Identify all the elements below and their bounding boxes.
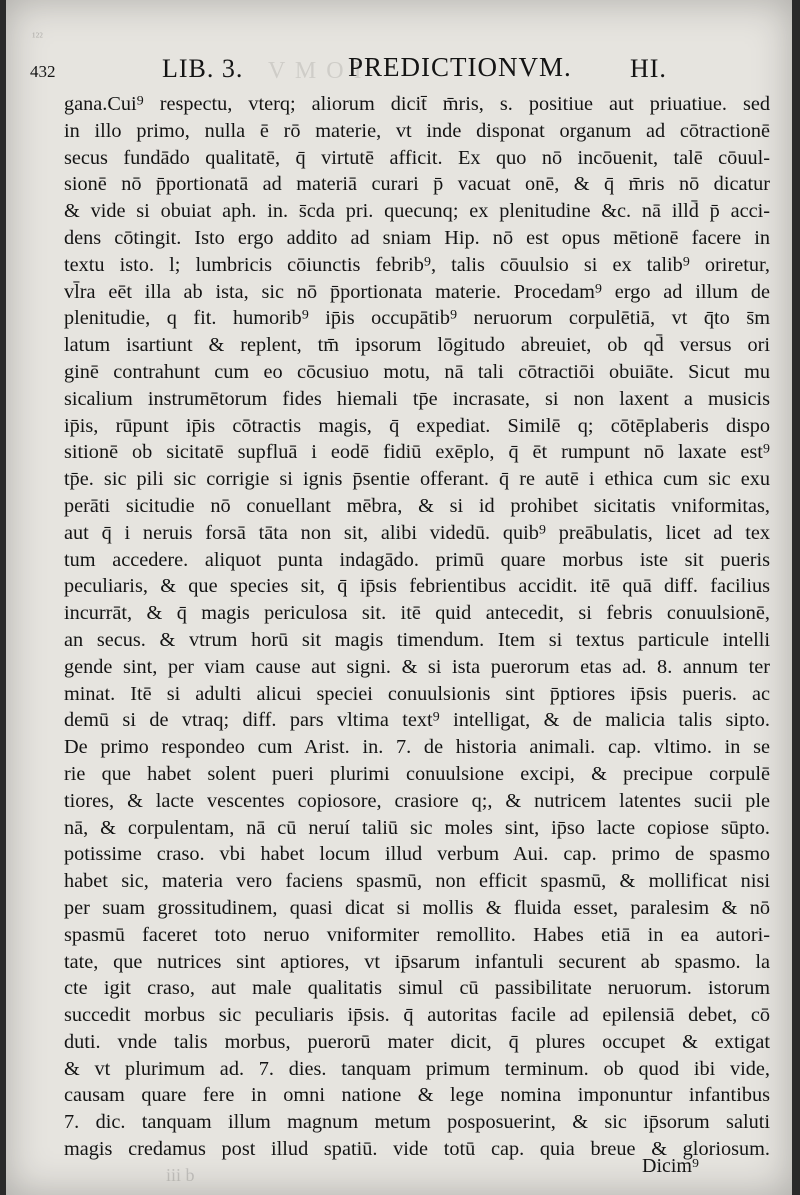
text-line: latum isartiunt & replent, tm̄ ipsorum lōgitudo abreuiet, ob qd̄ versus ori <box>64 334 770 357</box>
text-line: tp̄e. sic pili sic corrigie si ignis p̄sentie offerant. q̄ re autē i ethica cum sic exu <box>64 468 770 491</box>
text-line: ginē contrahunt cum eo cōcusiuo motu, nā tali cōtractiōi obuiāte. Sicut mu <box>64 360 770 383</box>
book-page <box>6 0 792 1195</box>
text-line: sionē nō p̄portionatā ad materiā curari p̄ vacuat onē, & q̄ m̄ris nō dicatur <box>64 173 770 196</box>
text-line: plenitudie, q fit. humorib⁹ ip̄is occupātib⁹ neruorum corpulētiā, vt q̄to s̄m <box>64 307 770 330</box>
text-line: sicalium instrumētorum fides hiemali tp̄e incrasate, si non laxent a musicis <box>64 387 770 410</box>
folio-number: 432 <box>30 62 56 81</box>
show-through-text-bottom: iii b <box>166 1165 195 1185</box>
text-line: secus fundādo qualitatē, q̄ virtutē afficit. Ex quo nō incōuenit, talē cōuul- <box>64 146 770 169</box>
text-line: minat. Itē si adulti alicui speciei conuulsionis sint p̄ptiores ip̄sis pueris. ac <box>64 682 770 705</box>
text-line: in illo primo, nulla ē rō materie, vt inde disponat organum ad cōtractionē <box>64 119 770 142</box>
text-line: & vt plurimum ad. 7. dies. tanquam primum terminum. ob quod ibi vide, <box>64 1057 770 1080</box>
text-line: aut q̄ i neruis forsā tāta non sit, alibi videdū. quib⁹ preābulatis, licet ad tex <box>64 521 770 544</box>
text-line: tate, que nutrices sint aptiores, vt ip̄sarum infantuli securent ab spasmo. la <box>64 950 770 973</box>
text-line: gana.Cui⁹ respectu, vterq; aliorum dicit̄ m̄ris, s. positiue aut priuatiue. sed <box>64 93 770 115</box>
text-line: per suam grossitudinem, quasi dicat si mollis & fluida esset, paralesim & nō <box>64 896 770 919</box>
text-line: dens cōtingit. Isto ergo addito ad sniam Hip. nō est opus mētionē facere in <box>64 226 770 249</box>
text-line: demū si de vtraq; diff. pars vltima text⁹ intelligat, & de malicia talis sipto. <box>64 709 770 732</box>
text-line: 7. dic. tanquam illum magnum metum posposuerint, & sic ip̄sorum saluti <box>64 1111 770 1134</box>
text-line: & vide si obuiat aph. in. s̄cda pri. quecunq; ex plenitudine &c. nā illd̄ p̄ acci- <box>64 200 770 223</box>
text-line: incurrāt, & q̄ magis periculosa sit. itē quid antecedit, si febris conuulsionē, <box>64 602 770 625</box>
text-line: De primo respondeo cum Arist. in. 7. de historia animali. cap. vltimo. in se <box>64 736 770 759</box>
text-line: rie que habet solent pueri plurimi conuulsione excipi, & precipue corpulē <box>64 762 770 785</box>
text-line: causam quare fere in omni natione & lege nomina imponuntur infantibus <box>64 1084 770 1107</box>
text-line: habet sic, materia vero faciens spasmū, non efficit spasmū, & mollificat nisi <box>64 870 770 893</box>
text-line: duti. vnde talis morbus, puerorū mater dicit, q̄ plures occupet & extigat <box>64 1030 770 1053</box>
text-line: peculiaris, & que species sit, q̄ ip̄sis febrientibus accidit. itē quā diff. facilius <box>64 575 770 598</box>
text-line: textu isto. l; lumbricis cōiunctis febrib⁹, talis cōuulsio si ex talib⁹ oriretur, <box>64 253 770 276</box>
running-header <box>30 48 762 88</box>
running-title: PREDICTIONVM. <box>348 52 572 82</box>
text-line: cte igit craso, aut male qualitatis simul cū passibilitate neruorum. istorum <box>64 977 770 1000</box>
text-line: tiores, & lacte vescentes copiosore, crasiore q;, & nutricem latentes sucii ple <box>64 789 770 812</box>
body-text <box>64 91 770 1163</box>
text-line: potissime craso. vbi habet locum illud verbum Aui. cap. primo de spasmo <box>64 843 770 866</box>
catchword: Dicim⁹ <box>642 1155 699 1177</box>
text-line: nā, & corpulentam, nā cū neruí taliū sic moles sint, ip̄so lacte copiose sūpto. <box>64 816 770 839</box>
faint-margin-mark: ¹²² <box>32 30 43 44</box>
text-line: vl̄ra eēt illa ab ista, sic nō p̄portionata materie. Procedam⁹ ergo ad illum de <box>64 280 770 303</box>
text-line: spasmū faceret toto neruo vniformiter remollito. Habes etiā in ea autori- <box>64 923 770 946</box>
book-label: LIB. 3. <box>162 54 244 83</box>
text-line: magis credamus post illud spatiū. vide totū cap. quia breue & gloriosum. <box>64 1138 770 1161</box>
text-line: succedit morbus sic peculiaris ip̄sis. q̄ autoritas facile ad epilensiā debet, cō <box>64 1004 770 1027</box>
text-line: perāti sicitudie nō conuellant mēbra, & si id prohibet sicitatis vniformitas, <box>64 494 770 517</box>
section-label: HI. <box>630 54 667 83</box>
text-line: an secus. & vtrum horū sit magis timendum. Item si textus particule intelli <box>64 628 770 651</box>
text-line: gende sint, per viam cause aut signi. & si ista puerorum etas ad. 8. annum ter <box>64 655 770 678</box>
text-line: sitionē ob sicitatē supfluā i eodē fidiū exēplo, q̄ ēt rumpunt nō laxate est⁹ <box>64 441 770 464</box>
text-line: ip̄is, rūpunt ip̄is cōtractis magis, q̄ expediat. Similē q; cōtēplaberis dispo <box>64 414 770 437</box>
text-line: tum accedere. aliquot punta indagādo. primū quare morbus iste sit pueris <box>64 548 770 571</box>
show-through-text: V M O I <box>268 58 364 84</box>
